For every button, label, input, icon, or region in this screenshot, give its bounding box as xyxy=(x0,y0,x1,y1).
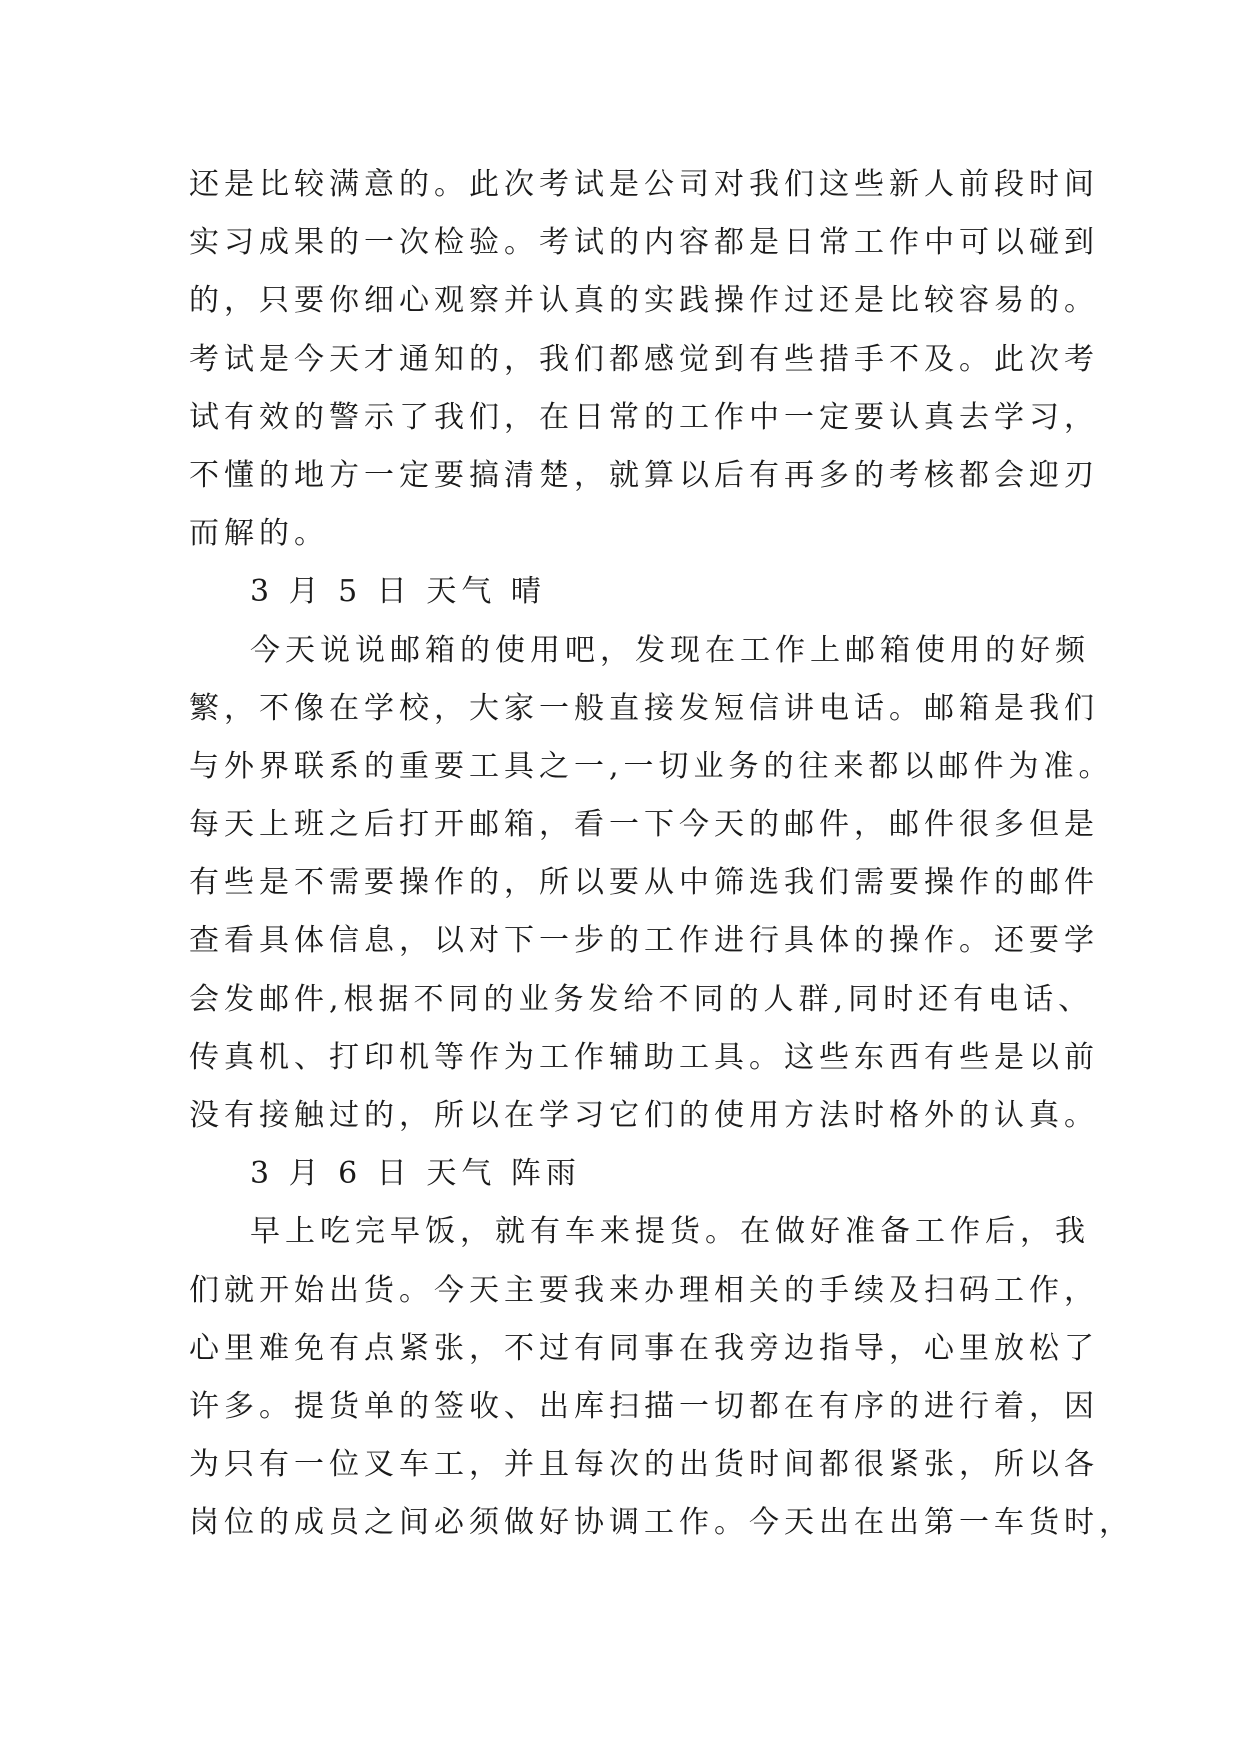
paragraph-line: 岗位的成员之间必须做好协调工作。今天出在出第一车货时， xyxy=(189,1505,1134,1541)
paragraph-line: 与外界联系的重要工具之一,一切业务的往来都以邮件为准。 xyxy=(189,748,1114,784)
paragraph-line: 今天说说邮箱的使用吧，发现在工作上邮箱使用的好频 xyxy=(250,632,1090,668)
paragraph-line: 试有效的警示了我们，在日常的工作中一定要认真去学习， xyxy=(189,399,1099,435)
date-heading-mar5: 3 月 5 日 天气 晴 xyxy=(250,574,546,610)
paragraph-line: 有些是不需要操作的，所以要从中筛选我们需要操作的邮件 xyxy=(189,865,1099,901)
paragraph-line: 会发邮件,根据不同的业务发给不同的人群,同时还有电话、 xyxy=(189,981,1094,1017)
paragraph-line: 早上吃完早饭，就有车来提货。在做好准备工作后，我 xyxy=(250,1214,1090,1250)
paragraph-line: 没有接触过的，所以在学习它们的使用方法时格外的认真。 xyxy=(189,1098,1099,1133)
paragraph-line: 还是比较满意的。此次考试是公司对我们这些新人前段时间 xyxy=(189,167,1099,202)
paragraph-line: 为只有一位叉车工，并且每次的出货时间都很紧张，所以各 xyxy=(189,1447,1099,1483)
paragraph-line: 查看具体信息，以对下一步的工作进行具体的操作。还要学 xyxy=(189,923,1099,959)
paragraph-line: 的，只要你细心观察并认真的实践操作过还是比较容易的。 xyxy=(189,283,1099,319)
paragraph-line: 们就开始出货。今天主要我来办理相关的手续及扫码工作， xyxy=(189,1272,1099,1308)
paragraph-line: 而解的。 xyxy=(189,516,329,552)
paragraph-line: 许多。提货单的签收、出库扫描一切都在有序的进行着，因 xyxy=(189,1388,1099,1424)
paragraph-line: 考试是今天才通知的，我们都感觉到有些措手不及。此次考 xyxy=(189,341,1099,377)
paragraph-line: 实习成果的一次检验。考试的内容都是日常工作中可以碰到 xyxy=(189,225,1099,261)
paragraph-line: 不懂的地方一定要搞清楚，就算以后有再多的考核都会迎刃 xyxy=(189,457,1099,493)
paragraph-line: 繁，不像在学校，大家一般直接发短信讲电话。邮箱是我们 xyxy=(189,690,1099,726)
paragraph-shipping xyxy=(189,1203,1134,1552)
paragraph-line: 每天上班之后打开邮箱，看一下今天的邮件，邮件很多但是 xyxy=(189,807,1099,843)
document-body xyxy=(189,156,1134,1553)
paragraph-email xyxy=(189,622,1114,1146)
paragraph-line: 传真机、打印机等作为工作辅助工具。这些东西有些是以前 xyxy=(189,1039,1099,1075)
date-heading-mar6: 3 月 6 日 天气 阵雨 xyxy=(250,1156,581,1192)
paragraph-line: 心里难免有点紧张，不过有同事在我旁边指导，心里放松了 xyxy=(189,1330,1099,1366)
paragraph-exam xyxy=(189,156,1099,563)
